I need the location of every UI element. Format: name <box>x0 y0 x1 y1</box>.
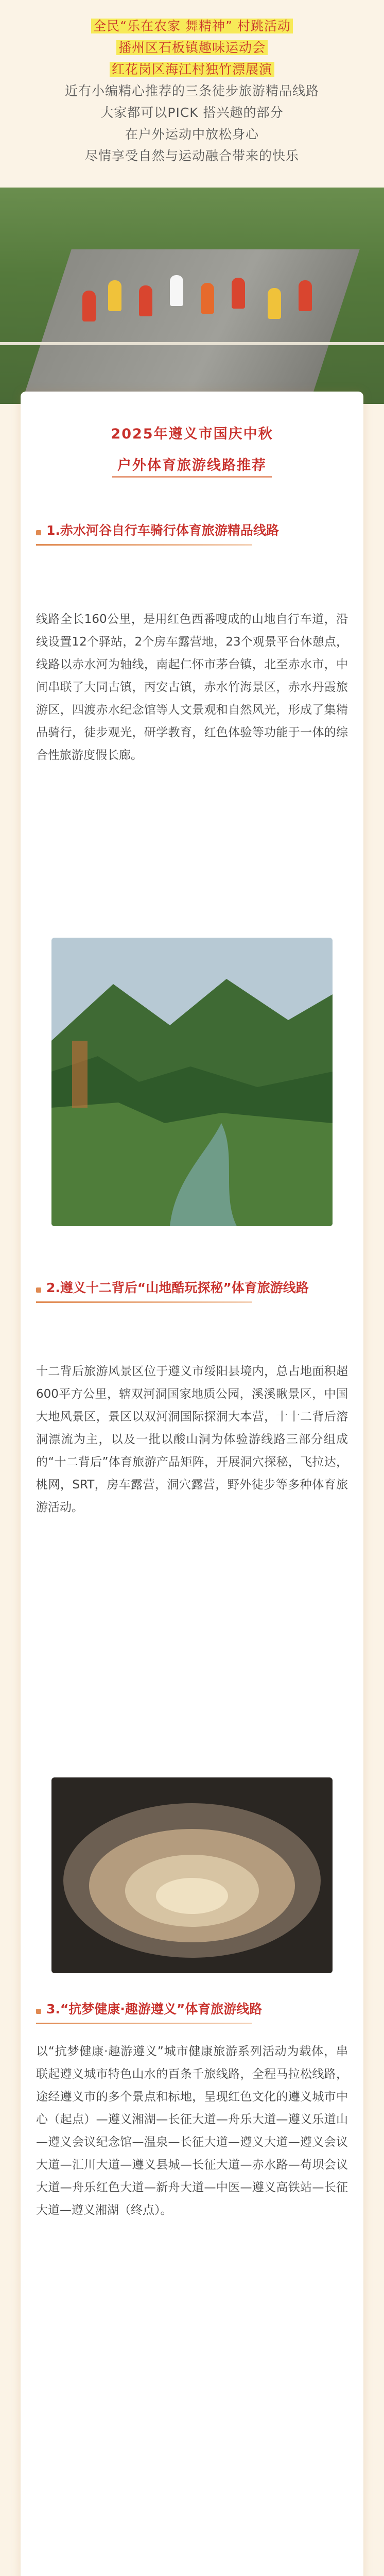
photo-cave <box>51 1777 333 1973</box>
intro-line-7: 尽情享受自然与运动融合带来的快乐 <box>84 148 299 163</box>
heading-underline <box>36 544 252 546</box>
intro-line-1: 全民“乐在农家 舞精神” 村跳活动 <box>0 15 384 37</box>
section-3-body: 以“抗梦健康·趣游遵义”城市健康旅游系列活动为载体，串联起遵义城市特色山水的百条千旅线路，全程马拉松线路，途经遵义市的多个景点和标地，呈现红色文化的遵义城市中心（起点）—遵义湘湖—长征大道—舟乐大道—遵义乐道山—遵义会议纪念馆—温泉—长征大道—遵义大道—遵义会议大道—汇川大道—遵义县城—长征大道—赤水路—苟坝会议大道—舟乐红色大道—新舟大道—中医—遵义高铁站—长征大道—遵义湘湖（终点）。 <box>36 2045 348 2217</box>
fence-shape <box>0 342 384 345</box>
runner-figure <box>299 280 312 311</box>
heading-underline <box>36 1301 252 1303</box>
photo-chishui-valley <box>51 938 333 1226</box>
intro-line-4: 近有小编精心推荐的三条徒步旅游精品线路 <box>64 83 319 98</box>
runner-figure <box>82 291 96 321</box>
runner-figure <box>201 283 214 314</box>
runner-figure <box>232 278 245 309</box>
runner-figure <box>170 275 183 306</box>
card-title <box>21 422 363 478</box>
intro-line-5: 大家都可以PICK 搭兴趣的部分 <box>100 105 284 120</box>
heading-marker-icon <box>36 530 41 535</box>
road-shape <box>21 249 359 404</box>
heading-marker-icon <box>36 2009 41 2014</box>
section-2-body: 十二背后旅游风景区位于遵义市绥阳县境内，总占地面积超600平方公里，辖双河洞国家地质公园，溪溪瞅景区，中国大地风景区，景区以双河洞国际探洞大本营，十十二背后溶洞漂流为主，以及一批以酸山洞为体验游线路三部分组成的“十二背后”体育旅游产品矩阵，开展洞穴探秘，飞拉达，桃网，SRT，房车露营，洞穴露营，野外徒步等多种体育旅游活动。 <box>36 1365 348 1514</box>
section-3-heading: 3.“抗梦健康·趣游遵义”体育旅游线路 <box>36 1999 350 2024</box>
runner-figure <box>108 280 121 311</box>
card-title-line-1: 2025年遵义市国庆中秋 <box>111 426 273 442</box>
intro-line-3: 红花岗区海江村独竹漂展演 <box>0 59 384 80</box>
intro-line-2: 播州区石板镇趣味运动会 <box>0 37 384 59</box>
hero-photo-runners <box>0 188 384 404</box>
intro-line-6: 在户外运动中放松身心 <box>125 127 259 142</box>
heading-marker-icon <box>36 1287 41 1293</box>
runner-figure <box>268 288 281 319</box>
runner-figure <box>139 285 152 316</box>
card-title-line-2: 户外体育旅游线路推荐 <box>112 452 272 478</box>
section-1-heading: 1.赤水河谷自行车骑行体育旅游精品线路 <box>36 520 350 546</box>
intro-block <box>0 0 384 167</box>
section-2-heading: 2.遵义十二背后“山地酷玩探秘”体育旅游线路 <box>36 1278 350 1303</box>
recommend-card <box>21 392 363 2576</box>
section-1-body: 线路全长160公里，是用红色西番嗖成的山地自行车道，沿线设置12个驿站，2个房车露营地，23个观景平台休憩点，线路以赤水河为轴线，南起仁怀市茅台镇，北至赤水市，中间串联了大同古镇，丙安古镇，赤水竹海景区，赤水丹霞旅游区，四渡赤水纪念馆等人文景观和自然风光，形成了集精品骑行，徒步观光，研学教育，红色体验等功能于一体的综合性旅游度假长廊。 <box>36 613 348 762</box>
heading-underline <box>36 2023 252 2024</box>
